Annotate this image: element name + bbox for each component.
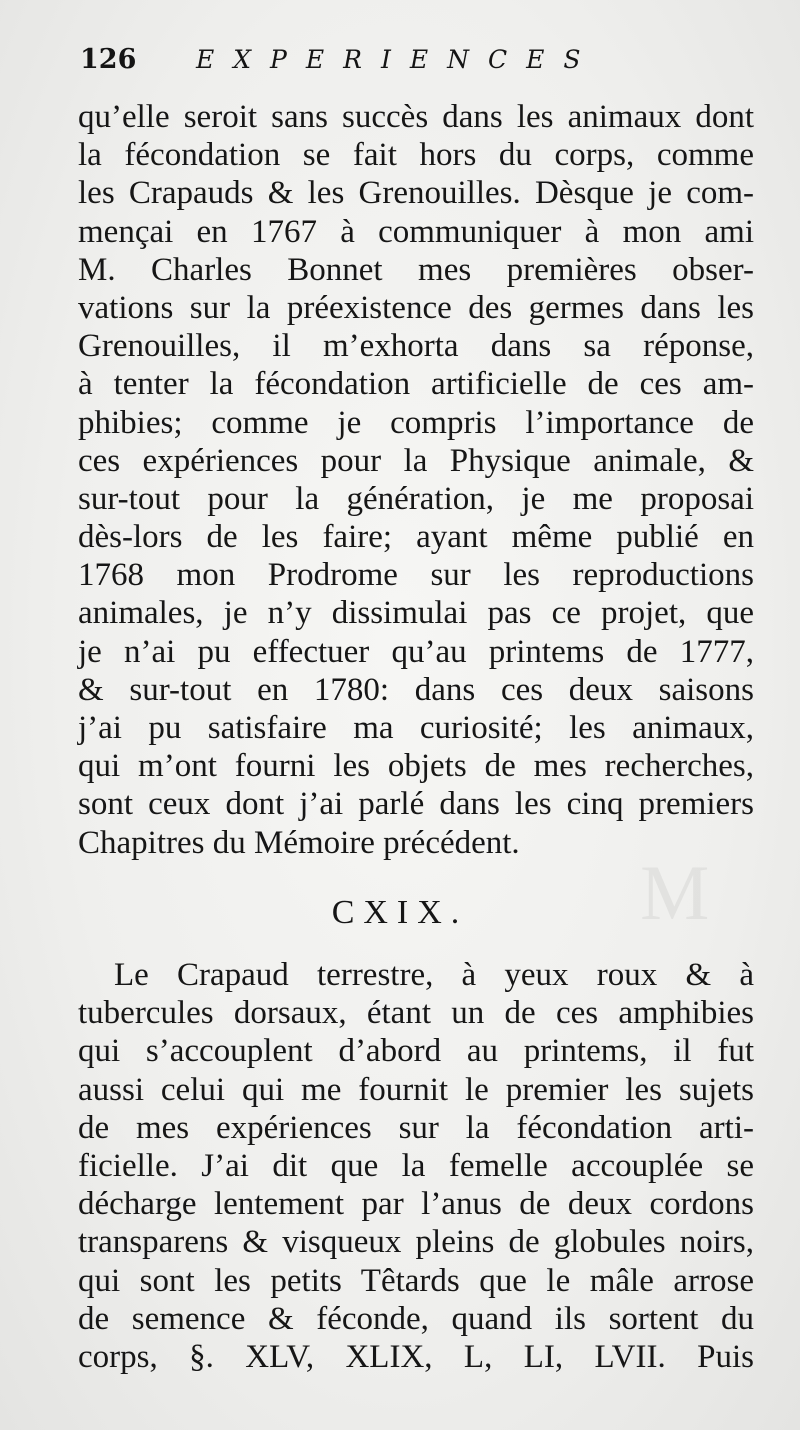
text-line: sur-tout pour la génération, je me proposai — [78, 480, 754, 517]
text-line: qu’elle seroit sans succès dans les animaux dont — [78, 99, 754, 135]
text-line: de semence & féconde, quand ils sortent du — [78, 1300, 754, 1337]
text-line: sont ceux dont j’ai parlé dans les cinq premiers — [78, 786, 754, 823]
text-line: Grenouilles, il m’exhorta dans sa réponse, — [78, 328, 754, 365]
text-line: mençai en 1767 à communiquer à mon ami — [78, 213, 754, 250]
text-line: corps, §. XLV, XLIX, L, LI, LVII. Puis — [78, 1338, 754, 1375]
paragraph-2 — [78, 956, 754, 1376]
page-number: 126 — [80, 44, 137, 75]
text-line: les Crapauds & les Grenouilles. Dèsque je com- — [78, 175, 754, 212]
text-line: Chapitres du Mémoire précédent. — [78, 824, 520, 861]
page-header — [0, 42, 800, 82]
text-line: de mes expériences sur la fécondation arti- — [78, 1109, 754, 1146]
text-line: ces expériences pour la Physique animale, & — [78, 442, 754, 479]
text-line: ficielle. J’ai dit que la femelle accouplée se — [78, 1147, 754, 1184]
text-line: animales, je n’y dissimulai pas ce projet, que — [78, 595, 754, 632]
text-line: 1768 mon Prodrome sur les reproductions — [78, 557, 754, 594]
text-line: la fécondation se fait hors du corps, comme — [78, 137, 754, 174]
paragraph-1 — [78, 98, 754, 862]
text-line: vations sur la préexistence des germes dans les — [78, 289, 754, 326]
running-head: EXPERIENCES — [196, 45, 600, 74]
text-line: qui sont les petits Têtards que le mâle arrose — [78, 1262, 754, 1299]
text-line: à tenter la fécondation artificielle de ces am- — [78, 366, 754, 403]
text-line: phibies; comme je compris l’importance de — [78, 404, 754, 441]
text-line: tubercules dorsaux, étant un de ces amphibies — [78, 995, 754, 1032]
text-line: Le Crapaud terrestre, à yeux roux & à — [114, 957, 754, 993]
text-line: M. Charles Bonnet mes premières obser- — [78, 251, 754, 288]
text-line: dès-lors de les faire; ayant même publié en — [78, 519, 754, 556]
show-through-ink: M — [640, 849, 710, 936]
text-line: décharge lentement par l’anus de deux cordons — [78, 1186, 754, 1223]
section-heading: CXIX. — [331, 894, 469, 931]
text-line: aussi celui qui me fournit le premier les sujets — [78, 1071, 754, 1108]
text-line: qui s’accouplent d’abord au printems, il fut — [78, 1033, 754, 1070]
text-line: qui m’ont fourni les objets de mes recherches, — [78, 748, 754, 785]
text-line: je n’ai pu effectuer qu’au printems de 1777, — [78, 633, 754, 670]
text-line: j’ai pu satisfaire ma curiosité; les animaux, — [78, 710, 754, 746]
text-line: transparens & visqueux pleins de globules noirs, — [78, 1224, 754, 1261]
text-line: & sur-tout en 1780: dans ces deux saisons — [78, 671, 754, 708]
